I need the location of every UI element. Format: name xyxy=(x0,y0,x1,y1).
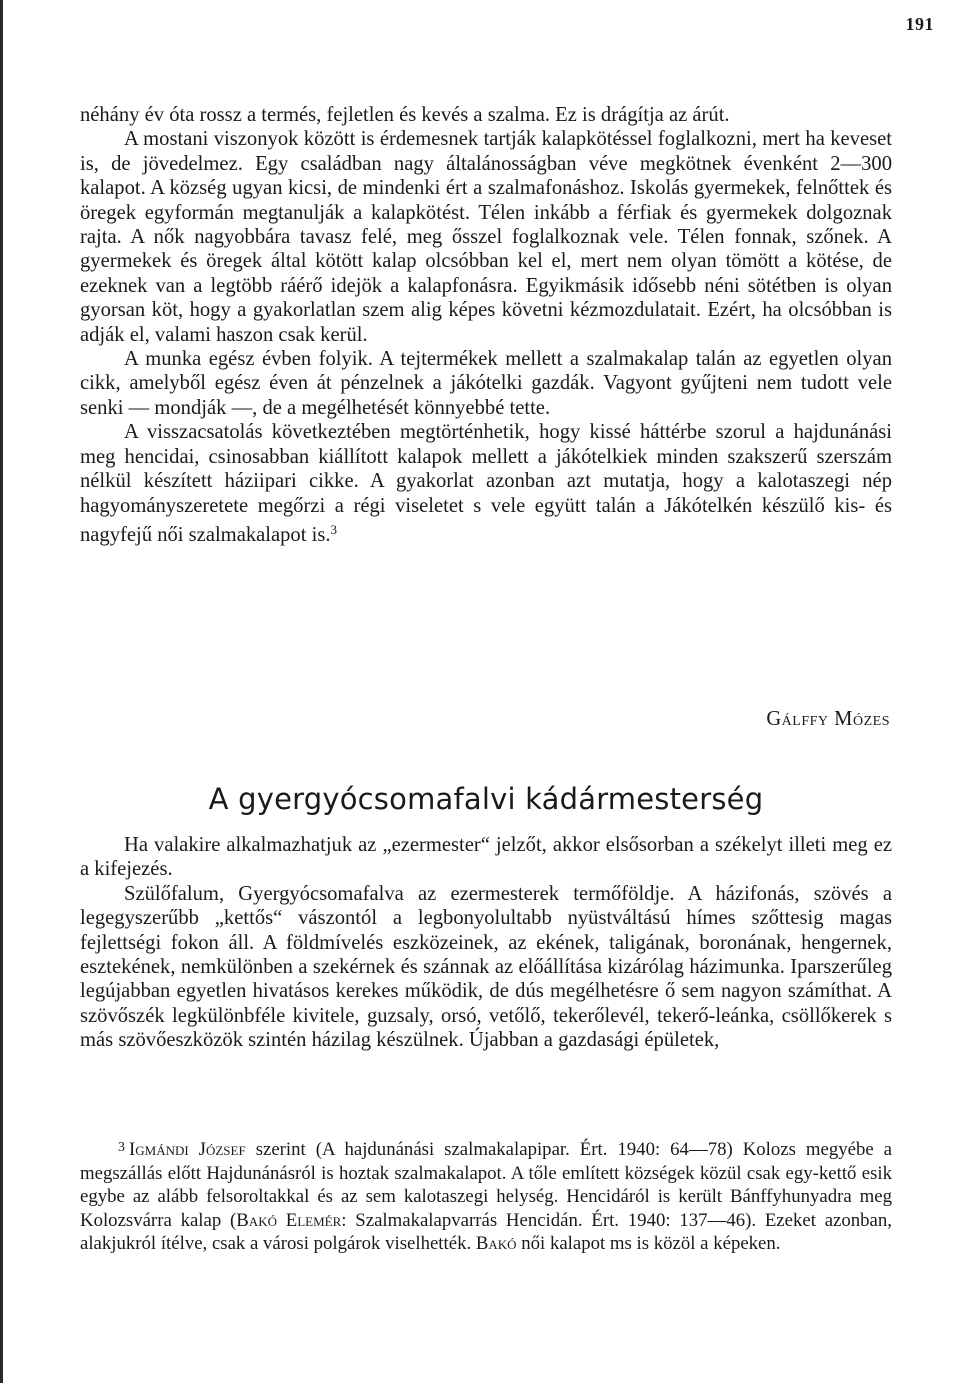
paragraph: A mostani viszonyok között is érdemesnek tartják kalapkötéssel foglalkozni, mert ha keveset is, de jövedelmez. Egy családban nagy általánosságban véve megkötnek évenként 2—300 kalapot. A község ugyan kicsi, de mindenki ért a szalmafonáshoz. Iskolás gyermekek, felnőttek és öregek egyformán megtanulják a kalapkötést. Télen inkább a férfiak és gyermekek dolgoznak rajta. A nők nagyobbára tavasz felé, meg ősszel foglalkoznak vele. Télen fonnak, szőnek. A gyermekek és öregek által kötött kalap olcsóbban kel el, mert nem olyan tömött a kötése, de ezeknek van a legtöbb ráérő idejök a kalapfonásra. Egyikmásik idősebb néni sötétben is olyan gyorsan köt, hogy a gyakorlatlan szem alig képes követni kézmozdulatait. Ezért, ha olcsóbban is adják el, valami haszon csak kerül. xyxy=(80,128,892,346)
article-2-title: A gyergyócsomafalvi kádármesterség xyxy=(208,782,764,816)
footnote-text-a: szerint (A hajdunánási szalmakalapipar. Ért. 1940: 64—78) Kolozs megyébe a megszállás előtt Hajdunánásról is hoztak szalmakalapot. A tőle említett községek közül csak egy-kettő esik egybe az alább felsoroltakkal és az sem kalotaszegi helység. Hencidáról is került Bánffyhunyadra meg Kolozsvárra kalap ( xyxy=(80,1139,892,1231)
footnote-cited-author-short: Bakó xyxy=(475,1233,517,1255)
footnote-cited-author: Bakó Elemér xyxy=(236,1209,342,1231)
footnote-marker: 3 xyxy=(118,1140,125,1155)
footnote-text-c: női kalapot ms is közöl a képeken. xyxy=(516,1233,781,1255)
paragraph-with-footnote xyxy=(80,420,892,547)
footnote-reference[interactable]: 3 xyxy=(330,521,337,537)
article-1-body xyxy=(80,103,892,547)
footnote xyxy=(80,1136,892,1256)
page-edge-shadow xyxy=(0,0,3,1383)
author-signature: Gálffy Mózes xyxy=(766,708,890,730)
paragraph: A munka egész évben folyik. A tejtermékek mellett a szalmakalap talán az egyetlen olyan cikk, amelyből egész éven át pénzelnek a jákótelki gazdák. Vagyont gyűjteni nem tudott vele senki — mondják —, de a megélhetését könnyebbé tette. xyxy=(80,348,892,419)
footnote-text-b: : Szalmakalapvarrás Hencidán. Ért. 1940: 137—46). Ezeket azonban, alakjukról ítélve, csak a városi polgárok viselhették. xyxy=(80,1209,892,1255)
paragraph: Szülőfalum, Gyergyócsomafalva az ezermesterek termőföldje. A házifonás, szövés a legegyszerűbb „kettős“ vászontól a legbonyolultabb nyüstváltású hímes szőttesig magas fejlettségi fokon áll. A földmívelés eszközeinek, az ekének, taligának, boronának, hengernek, esztekének, nemkülönben a szekérnek és szánnak az előállítása kizárólag házimunka. Iparszerűleg legújabban egyetlen hivatásos kerekes működik, de dús megélhetésre ő sem nagyon számíthat. A szövőszék legkülönbféle kivitele, guzsaly, orsó, vetőlő, tekerőlevél, tekerő-leánka, csöllőkerek s más szövőeszközök szintén házilag készülnek. Újabban a gazdasági épületek, xyxy=(80,882,892,1052)
paragraph: néhány év óta rossz a termés, fejletlen és kevés a szalma. Ez is drágítja az árút. xyxy=(80,104,730,126)
paragraph-text: A visszacsatolás következtében megtörténhetik, hogy kissé háttérbe szorul a hajdunánási meg hencidai, csinosabban kiállított kalapok mellett a jákótelkiek minden szakszerű szerszám nélkül készített háziipari cikke. A gyakorlat azonban azt mutatja, hogy a kalotaszegi nép hagyományszeretete megőrzi a régi viseletet s vele együtt talán a Jákótelkén készülő kis- és nagyfejű női szalmakalapot is. xyxy=(80,421,892,546)
page-number: 191 xyxy=(905,14,934,34)
paragraph: Ha valakire alkalmazhatjuk az „ezermester“ jelzőt, akkor elsősorban a székelyt illeti meg ez a kifejezés. xyxy=(80,834,892,881)
article-2-body xyxy=(80,833,892,1053)
footnote-author: Igmándi József xyxy=(129,1139,246,1160)
